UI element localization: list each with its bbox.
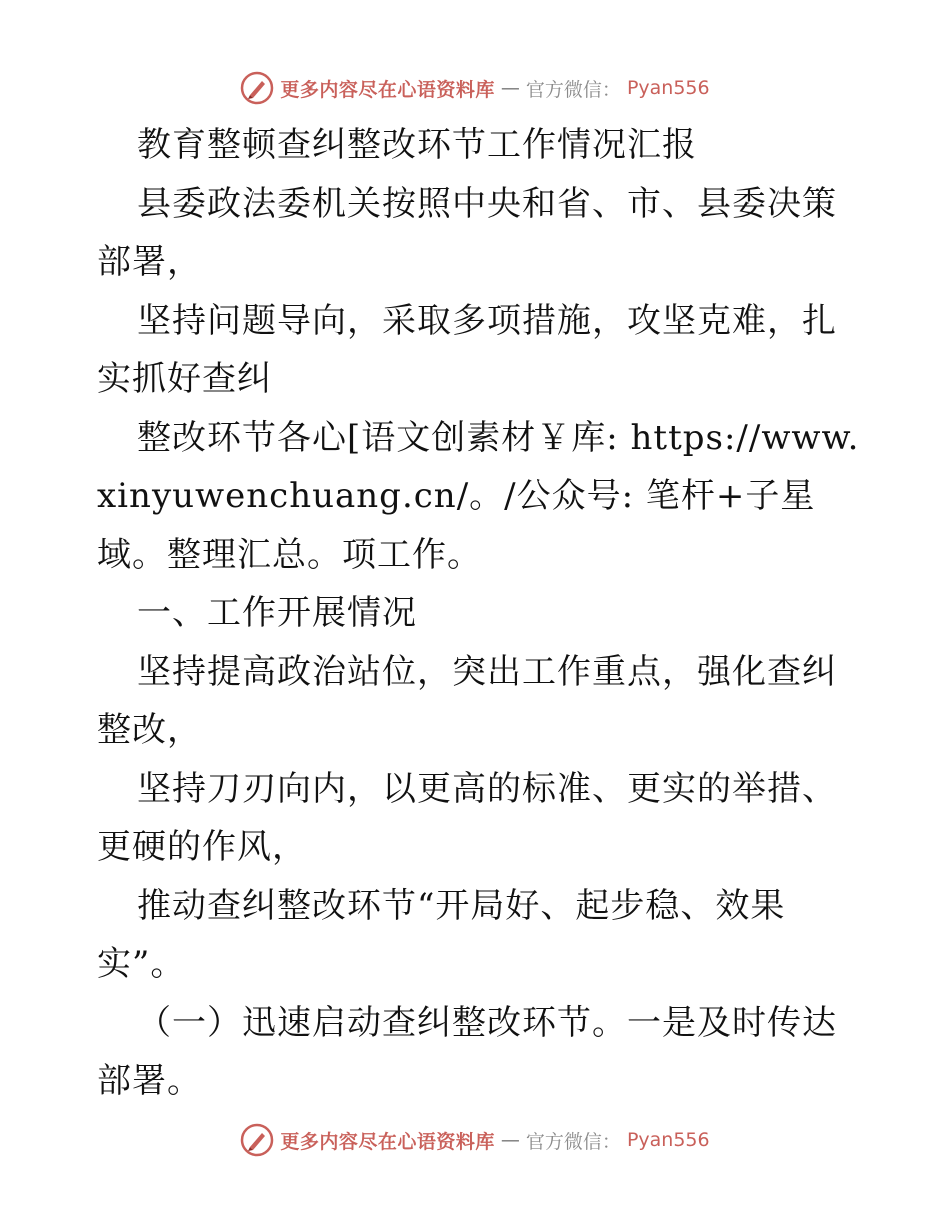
section-heading: 一、工作开展情况 [137, 593, 417, 633]
header-watermark-banner [0, 68, 950, 108]
banner-sub-text: 官方微信： [525, 78, 621, 101]
paragraph: 坚持刀刃向内，以更高的标准、更实的举措、更硬的作风， [97, 768, 837, 867]
banner-main-text: 更多内容尽在心语资料库 [280, 1130, 495, 1153]
paragraph: 县委政法委机关按照中央和省、市、县委决策部署， [97, 183, 837, 282]
footer-watermark-banner [0, 1120, 950, 1160]
paragraph: 推动查纠整改环节“开局好、起步稳、效果实”。 [97, 885, 786, 984]
pen-logo-icon [240, 71, 274, 105]
paragraph: 整改环节各心[语文创素材￥库: https://www.xinyuwenchuang.cn/。/公众号: 笔杆+子星域。整理汇总。项工作。 [97, 417, 860, 575]
banner-separator: — [500, 77, 520, 99]
document-title: 教育整顿查纠整改环节工作情况汇报 [137, 125, 697, 165]
subsection-heading: （一）迅速启动查纠整改环节。一是及时传达部署。 [97, 1002, 837, 1101]
banner-wechat-id: Pyan556 [626, 1129, 710, 1151]
document-body [97, 116, 867, 1111]
paragraph: 坚持问题导向，采取多项措施，攻坚克难，扎实抓好查纠 [97, 300, 837, 399]
banner-separator: — [500, 1129, 520, 1151]
banner-main-text: 更多内容尽在心语资料库 [280, 78, 495, 101]
banner-sub-text: 官方微信： [525, 1130, 621, 1153]
banner-wechat-id: Pyan556 [626, 77, 710, 99]
pen-logo-icon [240, 1123, 274, 1157]
paragraph: 坚持提高政治站位，突出工作重点，强化查纠整改， [97, 651, 837, 750]
